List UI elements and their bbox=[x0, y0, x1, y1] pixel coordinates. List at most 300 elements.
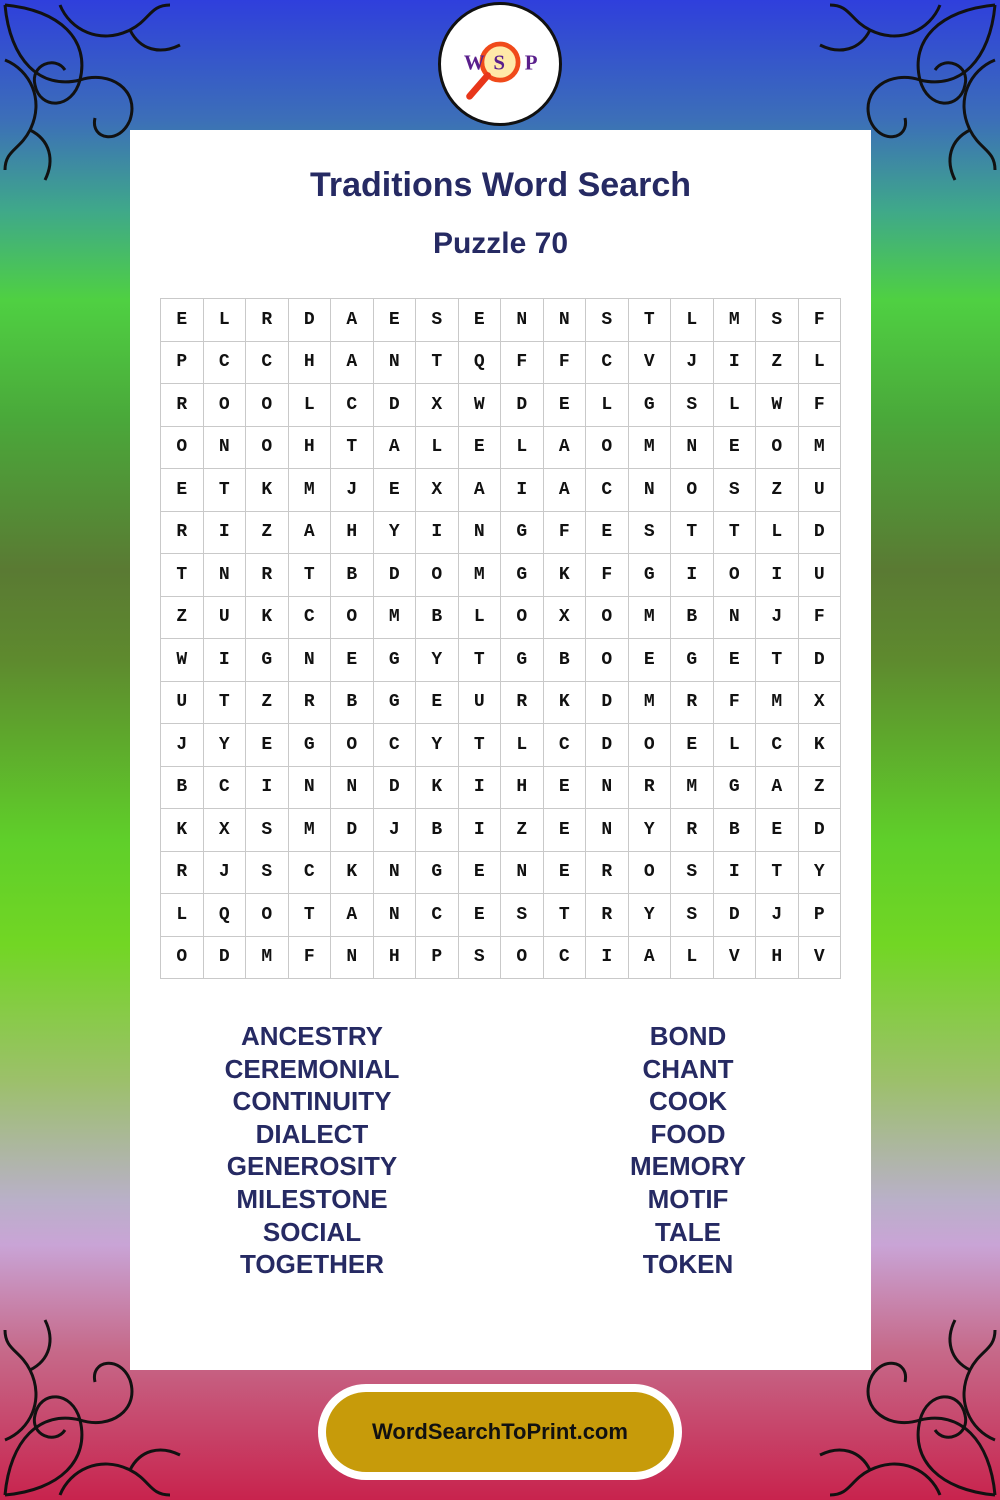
grid-cell[interactable]: D bbox=[373, 766, 416, 809]
site-link-frame bbox=[318, 1384, 682, 1480]
word-list-item: TALE bbox=[655, 1216, 721, 1247]
grid-cell[interactable]: E bbox=[713, 639, 756, 682]
grid-cell[interactable]: M bbox=[288, 469, 331, 512]
grid-cell[interactable]: G bbox=[628, 554, 671, 597]
grid-cell[interactable]: S bbox=[501, 894, 544, 937]
grid-cell[interactable]: M bbox=[713, 299, 756, 342]
grid-row bbox=[161, 426, 841, 469]
grid-cell[interactable]: R bbox=[586, 894, 629, 937]
grid-cell[interactable]: S bbox=[416, 299, 459, 342]
grid-cell[interactable]: R bbox=[671, 809, 714, 852]
grid-row bbox=[161, 809, 841, 852]
grid-cell[interactable]: G bbox=[373, 681, 416, 724]
grid-cell[interactable]: J bbox=[373, 809, 416, 852]
grid-cell[interactable]: V bbox=[713, 936, 756, 979]
grid-cell[interactable]: K bbox=[246, 469, 289, 512]
grid-row bbox=[161, 469, 841, 512]
grid-cell[interactable]: Y bbox=[373, 511, 416, 554]
grid-cell[interactable]: T bbox=[458, 724, 501, 767]
grid-cell[interactable]: L bbox=[756, 511, 799, 554]
grid-cell[interactable]: N bbox=[203, 426, 246, 469]
grid-cell[interactable]: X bbox=[203, 809, 246, 852]
grid-cell[interactable]: E bbox=[246, 724, 289, 767]
grid-cell[interactable]: R bbox=[501, 681, 544, 724]
grid-cell[interactable]: D bbox=[798, 511, 841, 554]
grid-cell[interactable]: G bbox=[628, 384, 671, 427]
grid-cell[interactable]: N bbox=[331, 936, 374, 979]
grid-cell[interactable]: O bbox=[416, 554, 459, 597]
grid-cell[interactable]: A bbox=[331, 894, 374, 937]
word-list-right bbox=[538, 1020, 838, 1281]
grid-cell[interactable]: H bbox=[756, 936, 799, 979]
word-list-item: MOTIF bbox=[647, 1183, 729, 1214]
grid-cell[interactable]: Y bbox=[798, 851, 841, 894]
grid-cell[interactable]: E bbox=[161, 299, 204, 342]
grid-cell[interactable]: A bbox=[331, 299, 374, 342]
grid-cell[interactable]: Z bbox=[246, 681, 289, 724]
grid-row bbox=[161, 936, 841, 979]
grid-cell[interactable]: O bbox=[246, 384, 289, 427]
grid-cell[interactable]: E bbox=[458, 894, 501, 937]
grid-cell[interactable]: T bbox=[203, 469, 246, 512]
grid-cell[interactable]: C bbox=[288, 596, 331, 639]
puzzle-panel bbox=[130, 130, 871, 1370]
grid-cell[interactable]: A bbox=[543, 469, 586, 512]
grid-cell[interactable]: K bbox=[543, 554, 586, 597]
grid-cell[interactable]: E bbox=[543, 809, 586, 852]
grid-cell[interactable]: A bbox=[331, 341, 374, 384]
grid-cell[interactable]: Q bbox=[203, 894, 246, 937]
grid-cell[interactable]: L bbox=[288, 384, 331, 427]
grid-cell[interactable]: W bbox=[161, 639, 204, 682]
grid-cell[interactable]: Z bbox=[161, 596, 204, 639]
site-logo[interactable] bbox=[438, 2, 562, 126]
grid-cell[interactable]: P bbox=[161, 341, 204, 384]
grid-cell[interactable]: D bbox=[713, 894, 756, 937]
grid-cell[interactable]: A bbox=[756, 766, 799, 809]
logo-letter-s: S bbox=[493, 50, 505, 75]
grid-cell[interactable]: L bbox=[671, 936, 714, 979]
grid-cell[interactable]: G bbox=[288, 724, 331, 767]
grid-cell[interactable]: M bbox=[628, 681, 671, 724]
grid-cell[interactable]: R bbox=[586, 851, 629, 894]
grid-cell[interactable]: I bbox=[246, 766, 289, 809]
grid-cell[interactable]: F bbox=[586, 554, 629, 597]
grid-cell[interactable]: Z bbox=[501, 809, 544, 852]
grid-cell[interactable]: K bbox=[798, 724, 841, 767]
grid-cell[interactable]: C bbox=[543, 724, 586, 767]
grid-cell[interactable]: I bbox=[586, 936, 629, 979]
word-list-left bbox=[162, 1020, 462, 1281]
grid-cell[interactable]: T bbox=[458, 639, 501, 682]
word-list-item: GENEROSITY bbox=[226, 1151, 398, 1182]
grid-cell[interactable]: Z bbox=[756, 469, 799, 512]
grid-cell[interactable]: X bbox=[416, 384, 459, 427]
grid-cell[interactable]: S bbox=[671, 894, 714, 937]
grid-cell[interactable]: J bbox=[756, 596, 799, 639]
grid-cell[interactable]: N bbox=[628, 469, 671, 512]
grid-cell[interactable]: N bbox=[586, 766, 629, 809]
grid-cell[interactable]: I bbox=[713, 341, 756, 384]
grid-cell[interactable]: X bbox=[416, 469, 459, 512]
grid-cell[interactable]: N bbox=[331, 766, 374, 809]
grid-cell[interactable]: L bbox=[203, 299, 246, 342]
grid-cell[interactable]: C bbox=[331, 384, 374, 427]
word-list-item: TOGETHER bbox=[240, 1249, 384, 1280]
grid-cell[interactable]: B bbox=[416, 596, 459, 639]
grid-cell[interactable]: I bbox=[458, 809, 501, 852]
word-list-item: SOCIAL bbox=[262, 1216, 362, 1247]
word-list-item: CHANT bbox=[642, 1053, 734, 1084]
grid-cell[interactable]: O bbox=[501, 596, 544, 639]
grid-cell[interactable]: B bbox=[416, 809, 459, 852]
grid-cell[interactable]: C bbox=[586, 469, 629, 512]
grid-cell[interactable]: A bbox=[373, 426, 416, 469]
grid-cell[interactable]: G bbox=[373, 639, 416, 682]
grid-cell[interactable]: P bbox=[416, 936, 459, 979]
grid-cell[interactable]: C bbox=[756, 724, 799, 767]
grid-cell[interactable]: E bbox=[161, 469, 204, 512]
grid-cell[interactable]: E bbox=[458, 426, 501, 469]
grid-cell[interactable]: N bbox=[203, 554, 246, 597]
grid-cell[interactable]: F bbox=[543, 341, 586, 384]
grid-row bbox=[161, 341, 841, 384]
grid-cell[interactable]: T bbox=[756, 639, 799, 682]
grid-cell[interactable]: F bbox=[798, 596, 841, 639]
grid-cell[interactable]: L bbox=[501, 426, 544, 469]
grid-cell[interactable]: A bbox=[458, 469, 501, 512]
grid-cell[interactable]: N bbox=[373, 341, 416, 384]
grid-cell[interactable]: D bbox=[586, 681, 629, 724]
grid-cell[interactable]: O bbox=[586, 596, 629, 639]
grid-cell[interactable]: I bbox=[756, 554, 799, 597]
grid-cell[interactable]: G bbox=[501, 639, 544, 682]
grid-cell[interactable]: E bbox=[543, 851, 586, 894]
grid-cell[interactable]: E bbox=[543, 384, 586, 427]
grid-cell[interactable]: C bbox=[203, 766, 246, 809]
grid-cell[interactable]: O bbox=[331, 596, 374, 639]
grid-cell[interactable]: M bbox=[628, 426, 671, 469]
grid-cell[interactable]: S bbox=[671, 384, 714, 427]
grid-cell[interactable]: M bbox=[373, 596, 416, 639]
grid-cell[interactable]: B bbox=[543, 639, 586, 682]
grid-cell[interactable]: U bbox=[798, 554, 841, 597]
grid-cell[interactable]: N bbox=[586, 809, 629, 852]
grid-cell[interactable]: T bbox=[161, 554, 204, 597]
grid-cell[interactable]: L bbox=[458, 596, 501, 639]
grid-cell[interactable]: R bbox=[246, 299, 289, 342]
grid-cell[interactable]: E bbox=[373, 299, 416, 342]
grid-cell[interactable]: D bbox=[331, 809, 374, 852]
grid-cell[interactable]: C bbox=[416, 894, 459, 937]
grid-cell[interactable]: Y bbox=[203, 724, 246, 767]
grid-cell[interactable]: S bbox=[246, 851, 289, 894]
grid-cell[interactable]: S bbox=[713, 469, 756, 512]
word-list-item: CEREMONIAL bbox=[224, 1053, 400, 1084]
grid-cell[interactable]: J bbox=[331, 469, 374, 512]
grid-cell[interactable]: L bbox=[416, 426, 459, 469]
grid-cell[interactable]: N bbox=[373, 894, 416, 937]
grid-cell[interactable]: I bbox=[713, 851, 756, 894]
grid-cell[interactable]: K bbox=[161, 809, 204, 852]
word-list-item: ANCESTRY bbox=[240, 1021, 384, 1051]
grid-row bbox=[161, 299, 841, 342]
grid-cell[interactable]: X bbox=[543, 596, 586, 639]
logo-letter-w: W bbox=[463, 50, 485, 75]
word-list-item: TOKEN bbox=[642, 1249, 734, 1280]
grid-cell[interactable]: B bbox=[331, 681, 374, 724]
grid-cell[interactable]: Y bbox=[416, 724, 459, 767]
grid-cell[interactable]: L bbox=[671, 299, 714, 342]
grid-cell[interactable]: Z bbox=[798, 766, 841, 809]
grid-cell[interactable]: V bbox=[798, 936, 841, 979]
grid-cell[interactable]: I bbox=[416, 511, 459, 554]
grid-cell[interactable]: T bbox=[543, 894, 586, 937]
grid-cell[interactable]: G bbox=[416, 851, 459, 894]
grid-cell[interactable]: O bbox=[161, 426, 204, 469]
grid-cell[interactable]: O bbox=[671, 469, 714, 512]
grid-cell[interactable]: J bbox=[671, 341, 714, 384]
grid-cell[interactable]: T bbox=[628, 299, 671, 342]
word-list-item: MILESTONE bbox=[236, 1183, 388, 1214]
grid-cell[interactable]: E bbox=[671, 724, 714, 767]
grid-cell[interactable]: K bbox=[416, 766, 459, 809]
grid-cell[interactable]: E bbox=[331, 639, 374, 682]
grid-cell[interactable]: L bbox=[501, 724, 544, 767]
grid-row bbox=[161, 554, 841, 597]
grid-cell[interactable]: O bbox=[713, 554, 756, 597]
grid-cell[interactable]: D bbox=[203, 936, 246, 979]
word-list-item: MEMORY bbox=[629, 1151, 747, 1182]
grid-row bbox=[161, 511, 841, 554]
grid-cell[interactable]: J bbox=[161, 724, 204, 767]
grid-cell[interactable]: H bbox=[331, 511, 374, 554]
grid-cell[interactable]: C bbox=[373, 724, 416, 767]
grid-cell[interactable]: I bbox=[203, 511, 246, 554]
grid-cell[interactable]: H bbox=[373, 936, 416, 979]
grid-cell[interactable]: D bbox=[586, 724, 629, 767]
grid-cell[interactable]: C bbox=[203, 341, 246, 384]
grid-cell[interactable]: E bbox=[756, 809, 799, 852]
grid-cell[interactable]: N bbox=[288, 766, 331, 809]
grid-row bbox=[161, 681, 841, 724]
grid-cell[interactable]: G bbox=[671, 639, 714, 682]
grid-cell[interactable]: N bbox=[458, 511, 501, 554]
word-list-item: BOND bbox=[649, 1021, 727, 1051]
grid-cell[interactable]: U bbox=[798, 469, 841, 512]
grid-cell[interactable]: T bbox=[416, 341, 459, 384]
grid-cell[interactable]: E bbox=[416, 681, 459, 724]
grid-cell[interactable]: J bbox=[203, 851, 246, 894]
grid-row bbox=[161, 639, 841, 682]
grid-cell[interactable]: T bbox=[756, 851, 799, 894]
grid-cell[interactable]: D bbox=[501, 384, 544, 427]
grid-cell[interactable]: N bbox=[288, 639, 331, 682]
grid-cell[interactable]: S bbox=[458, 936, 501, 979]
grid-cell[interactable]: S bbox=[671, 851, 714, 894]
grid-cell[interactable]: B bbox=[671, 596, 714, 639]
grid-cell[interactable]: T bbox=[203, 681, 246, 724]
grid-cell[interactable]: D bbox=[373, 554, 416, 597]
grid-cell[interactable]: R bbox=[161, 384, 204, 427]
grid-cell[interactable]: M bbox=[671, 766, 714, 809]
grid-cell[interactable]: O bbox=[586, 639, 629, 682]
grid-cell[interactable]: T bbox=[671, 511, 714, 554]
grid-cell[interactable]: Y bbox=[416, 639, 459, 682]
grid-cell[interactable]: M bbox=[798, 426, 841, 469]
grid-cell[interactable]: H bbox=[501, 766, 544, 809]
grid-cell[interactable]: I bbox=[671, 554, 714, 597]
grid-cell[interactable]: E bbox=[586, 511, 629, 554]
grid-cell[interactable]: Z bbox=[756, 341, 799, 384]
word-list-item: CONTINUITY bbox=[232, 1086, 392, 1117]
grid-cell[interactable]: E bbox=[373, 469, 416, 512]
grid-cell[interactable]: C bbox=[586, 341, 629, 384]
grid-cell[interactable]: Q bbox=[458, 341, 501, 384]
grid-cell[interactable]: M bbox=[246, 936, 289, 979]
grid-cell[interactable]: O bbox=[501, 936, 544, 979]
grid-row bbox=[161, 766, 841, 809]
grid-cell[interactable]: F bbox=[713, 681, 756, 724]
grid-cell[interactable]: V bbox=[628, 341, 671, 384]
magnifier-logo-icon bbox=[441, 5, 559, 123]
grid-row bbox=[161, 851, 841, 894]
grid-cell[interactable]: H bbox=[288, 341, 331, 384]
grid-cell[interactable]: D bbox=[373, 384, 416, 427]
grid-cell[interactable]: S bbox=[586, 299, 629, 342]
grid-cell[interactable]: O bbox=[628, 851, 671, 894]
grid-cell[interactable]: D bbox=[798, 639, 841, 682]
grid-cell[interactable]: C bbox=[246, 341, 289, 384]
grid-cell[interactable]: R bbox=[161, 851, 204, 894]
grid-cell[interactable]: E bbox=[713, 426, 756, 469]
grid-cell[interactable]: B bbox=[331, 554, 374, 597]
grid-cell[interactable]: G bbox=[501, 511, 544, 554]
grid-cell[interactable]: C bbox=[288, 851, 331, 894]
grid-cell[interactable]: O bbox=[331, 724, 374, 767]
grid-cell[interactable]: T bbox=[288, 894, 331, 937]
grid-cell[interactable]: I bbox=[501, 469, 544, 512]
grid-cell[interactable]: G bbox=[501, 554, 544, 597]
grid-cell[interactable]: S bbox=[756, 299, 799, 342]
grid-cell[interactable]: M bbox=[288, 809, 331, 852]
grid-cell[interactable]: X bbox=[798, 681, 841, 724]
grid-cell[interactable]: M bbox=[628, 596, 671, 639]
logo-letter-p: P bbox=[524, 50, 538, 75]
grid-cell[interactable]: H bbox=[288, 426, 331, 469]
grid-cell[interactable]: U bbox=[161, 681, 204, 724]
letter-grid bbox=[160, 298, 841, 979]
word-list-item: FOOD bbox=[650, 1118, 726, 1149]
grid-cell[interactable]: R bbox=[246, 554, 289, 597]
grid-cell[interactable]: F bbox=[798, 384, 841, 427]
grid-cell[interactable]: W bbox=[756, 384, 799, 427]
grid-cell[interactable]: N bbox=[713, 596, 756, 639]
grid-cell[interactable]: R bbox=[161, 511, 204, 554]
grid-cell[interactable]: M bbox=[756, 681, 799, 724]
grid-row bbox=[161, 384, 841, 427]
grid-cell[interactable]: S bbox=[246, 809, 289, 852]
grid-cell[interactable]: B bbox=[713, 809, 756, 852]
puzzle-title: Traditions Word Search bbox=[309, 166, 691, 204]
grid-cell[interactable]: J bbox=[756, 894, 799, 937]
grid-cell[interactable]: I bbox=[203, 639, 246, 682]
grid-cell[interactable]: M bbox=[458, 554, 501, 597]
word-list-item: COOK bbox=[649, 1086, 727, 1117]
grid-cell[interactable]: T bbox=[331, 426, 374, 469]
grid-row bbox=[161, 894, 841, 937]
grid-cell[interactable]: L bbox=[161, 894, 204, 937]
grid-cell[interactable]: F bbox=[798, 299, 841, 342]
grid-cell[interactable]: O bbox=[161, 936, 204, 979]
grid-cell[interactable]: D bbox=[798, 809, 841, 852]
grid-cell[interactable]: K bbox=[246, 596, 289, 639]
grid-cell[interactable]: F bbox=[501, 341, 544, 384]
grid-cell[interactable]: G bbox=[246, 639, 289, 682]
grid-cell[interactable]: L bbox=[586, 384, 629, 427]
grid-cell[interactable]: O bbox=[246, 426, 289, 469]
grid-cell[interactable]: E bbox=[628, 639, 671, 682]
grid-cell[interactable]: A bbox=[628, 936, 671, 979]
word-list-item: DIALECT bbox=[255, 1118, 369, 1149]
grid-cell[interactable]: Y bbox=[628, 809, 671, 852]
grid-cell[interactable]: O bbox=[628, 724, 671, 767]
grid-cell[interactable]: N bbox=[373, 851, 416, 894]
grid-cell[interactable]: P bbox=[798, 894, 841, 937]
grid-cell[interactable]: U bbox=[203, 596, 246, 639]
grid-cell[interactable]: K bbox=[543, 681, 586, 724]
grid-cell[interactable]: O bbox=[246, 894, 289, 937]
grid-cell[interactable]: U bbox=[458, 681, 501, 724]
grid-cell[interactable]: F bbox=[543, 511, 586, 554]
grid-cell[interactable]: T bbox=[288, 554, 331, 597]
grid-cell[interactable]: O bbox=[203, 384, 246, 427]
grid-cell[interactable]: C bbox=[543, 936, 586, 979]
grid-cell[interactable]: R bbox=[671, 681, 714, 724]
grid-cell[interactable]: K bbox=[331, 851, 374, 894]
grid-cell[interactable]: L bbox=[713, 384, 756, 427]
grid-cell[interactable]: E bbox=[458, 851, 501, 894]
grid-cell[interactable]: Y bbox=[628, 894, 671, 937]
site-link-button[interactable]: WordSearchToPrint.com bbox=[326, 1392, 674, 1472]
grid-cell[interactable]: E bbox=[458, 299, 501, 342]
grid-cell[interactable]: O bbox=[756, 426, 799, 469]
grid-cell[interactable]: N bbox=[543, 299, 586, 342]
grid-cell[interactable]: E bbox=[543, 766, 586, 809]
grid-cell[interactable]: N bbox=[671, 426, 714, 469]
grid-cell[interactable]: D bbox=[288, 299, 331, 342]
grid-row bbox=[161, 724, 841, 767]
grid-cell[interactable]: N bbox=[501, 299, 544, 342]
grid-row bbox=[161, 596, 841, 639]
grid-cell[interactable]: B bbox=[161, 766, 204, 809]
grid-cell[interactable]: I bbox=[458, 766, 501, 809]
grid-cell[interactable]: R bbox=[288, 681, 331, 724]
grid-cell[interactable]: W bbox=[458, 384, 501, 427]
grid-cell[interactable]: T bbox=[713, 511, 756, 554]
grid-cell[interactable]: Z bbox=[246, 511, 289, 554]
grid-cell[interactable]: L bbox=[798, 341, 841, 384]
grid-cell[interactable]: A bbox=[288, 511, 331, 554]
grid-cell[interactable]: R bbox=[628, 766, 671, 809]
grid-cell[interactable]: L bbox=[713, 724, 756, 767]
grid-cell[interactable]: N bbox=[501, 851, 544, 894]
grid-cell[interactable]: S bbox=[628, 511, 671, 554]
grid-cell[interactable]: F bbox=[288, 936, 331, 979]
grid-cell[interactable]: O bbox=[586, 426, 629, 469]
grid-cell[interactable]: G bbox=[713, 766, 756, 809]
grid-cell[interactable]: A bbox=[543, 426, 586, 469]
